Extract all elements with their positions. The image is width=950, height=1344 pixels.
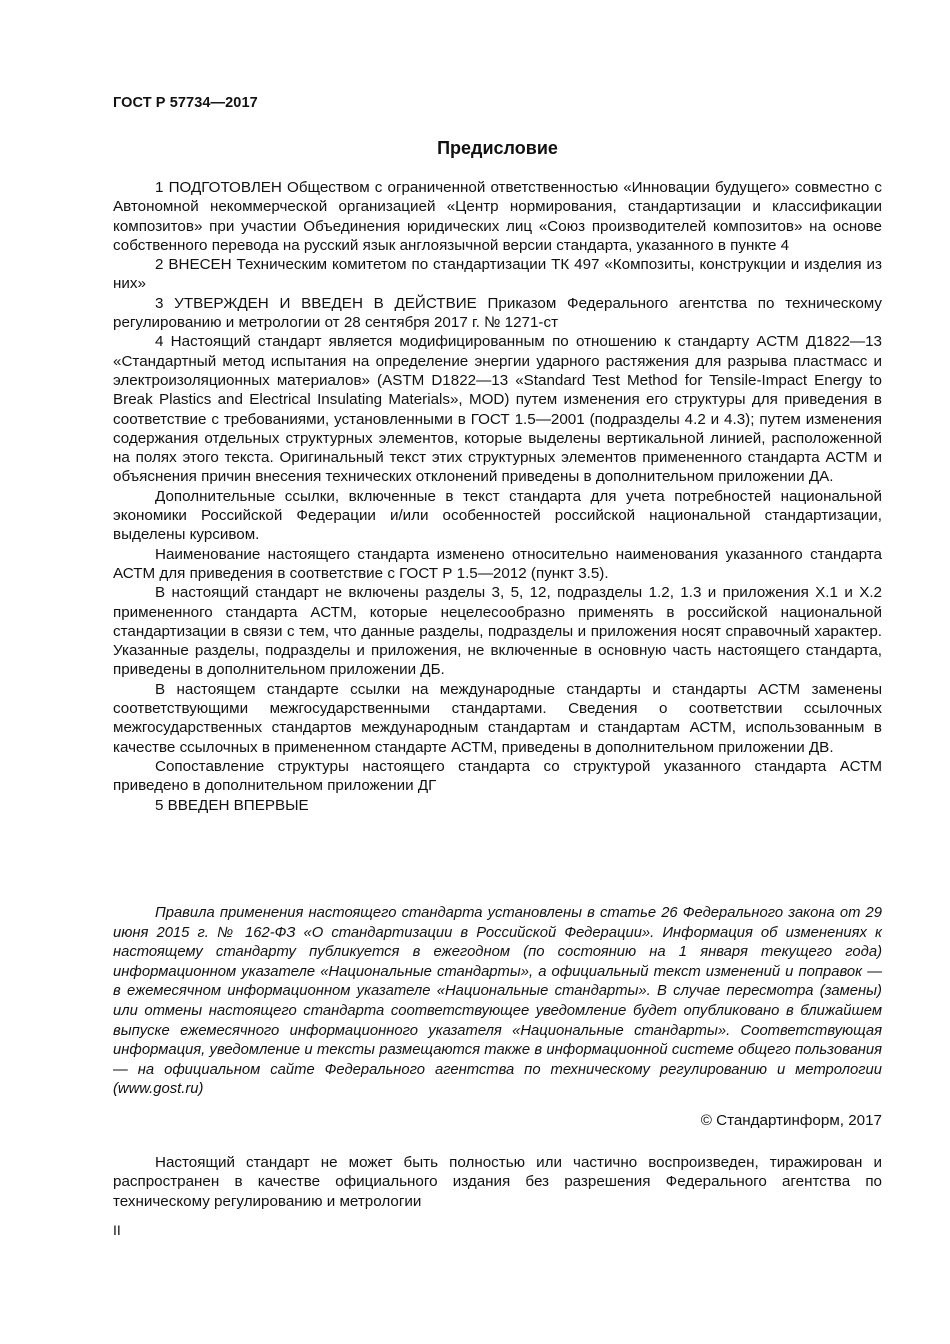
paragraph-reference-replacement: В настоящем стандарте ссылки на международные стандарты и стандарты АСТМ заменены соответствующими межгосударственными стандартами. Сведения о соответствии ссылочных межгосударственных стандартов международным стандартам и стандартам АСТМ, использованным в качестве ссылочных в примененном стандарте АСТМ, приведены в дополнительном приложении ДВ. [113, 680, 882, 756]
copyright-line: © Стандартинформ, 2017 [700, 1112, 882, 1129]
paragraph-first-introduced: 5 ВВЕДЕН ВПЕРВЫЕ [155, 796, 309, 814]
page-number: II [113, 1222, 121, 1238]
paragraph-prepared: 1 ПОДГОТОВЛЕН Обществом с ограниченной ответственностью «Инновации будущего» совместно с Автономной некоммерческой организацией «Центр нормирования, стандартизации и классификации композитов» при участии Объединения юридических лиц «Союз производителей композитов» на основе собственного перевода на русский язык англоязычной версии стандарта, указанного в пункте 4 [113, 179, 882, 254]
paragraph-additional-references: Дополнительные ссылки, включенные в текст стандарта для учета потребностей национальной экономики Российской Федерации и/или особенностей российской национальной стандартизации, выделены курсивом. [113, 487, 882, 544]
paragraph-title-change: Наименование настоящего стандарта изменено относительно наименования указанного стандарта АСТМ для приведения в соответствие с ГОСТ Р 1.5—2012 (пункт 3.5). [113, 545, 882, 582]
document-header: ГОСТ Р 57734—2017 [113, 95, 258, 111]
foreword-body [113, 178, 882, 815]
paragraph-excluded-sections: В настоящий стандарт не включены разделы 3, 5, 12, подразделы 1.2, 1.3 и приложения X.1 и X.2 примененного стандарта АСТМ, которые нецелесообразно применять в российской национальной стандартизации в связи с тем, что данные разделы, подразделы и приложения носят справочный характер. Указанные разделы, подразделы и приложения, не включенные в основную часть настоящего стандарта, приведены в дополнительном приложении ДБ. [113, 584, 882, 679]
page-title: Предисловие [437, 138, 558, 158]
reproduction-notice: Настоящий стандарт не может быть полностью или частично воспроизведен, тиражирован и распространен в качестве официального издания без разрешения Федерального агентства по техническому регулированию и метрологии [113, 1154, 882, 1210]
legal-notice: Правила применения настоящего стандарта установлены в статье 26 Федерального закона от 29 июня 2015 г. № 162-ФЗ «О стандартизации в Российской Федерации». Информация об изменениях к настоящему стандарту публикуется в ежегодном (по состоянию на 1 января текущего года) информационном указателе «Национальные стандарты», а официальный текст изменений и поправок — в ежемесячном информационном указателе «Национальные стандарты». В случае пересмотра (замены) или отмены настоящего стандарта соответствующее уведомление будет опубликовано в ближайшем выпуске ежемесячного информационного указателя «Национальные стандарты». Соответствующая информация, уведомление и тексты размещаются также в информационной системе общего пользования — на официальном сайте Федерального агентства по техническому регулированию и метрологии (www.gost.ru) [113, 905, 882, 1098]
paragraph-structure-comparison: Сопоставление структуры настоящего стандарта со структурой указанного стандарта АСТМ приведено в дополнительном приложении ДГ [113, 757, 882, 795]
paragraph-approved: 3 УТВЕРЖДЕН И ВВЕДЕН В ДЕЙСТВИЕ Приказом Федерального агентства по техническому регулированию и метрологии от 28 сентября 2017 г. № 1271-ст [113, 294, 882, 332]
paragraph-introduced: 2 ВНЕСЕН Техническим комитетом по стандартизации ТК 497 «Композиты, конструкции и изделия из них» [113, 256, 882, 293]
paragraph-modification: 4 Настоящий стандарт является модифицированным по отношению к стандарту АСТМ Д1822—13 «Стандартный метод испытания на определение энергии ударного растяжения для разрыва пластмасс и электроизоляционных материалов» (ASTM D1822—13 «Standard Test Method for Tensile-Impact Energy to Break Plastics and Electrical Insulating Materials», MOD) путем изменения его структуры для приведения в соответствие с требованиями, установленными в ГОСТ 1.5—2001 (подразделы 4.2 и 4.3); путем изменения содержания отдельных структурных элементов, которые выделены вертикальной линией, расположенной на полях этого текста. Оригинальный текст этих структурных элементов примененного стандарта АСТМ и объяснения причин внесения технических отклонений приведены в дополнительном приложении ДА. [113, 333, 882, 486]
